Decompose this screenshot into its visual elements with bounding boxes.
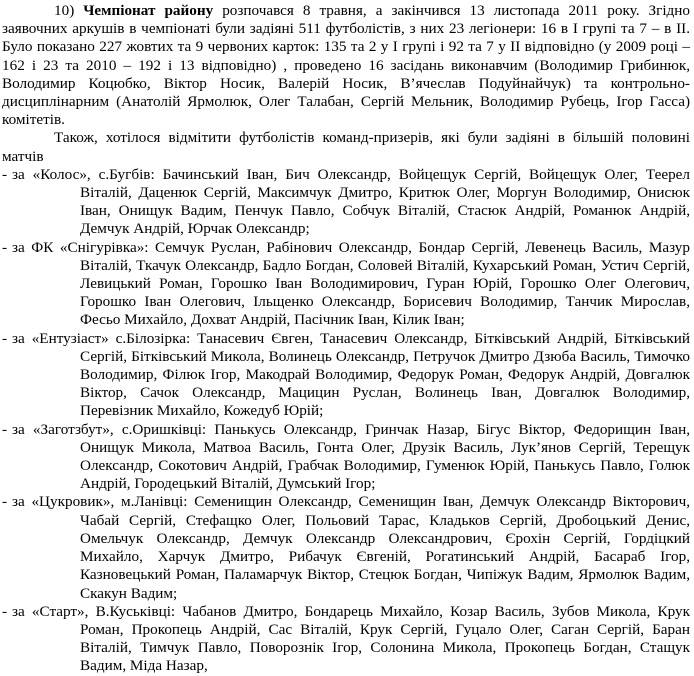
list-dash: - bbox=[2, 329, 8, 347]
team-entry-tsukrovyk bbox=[2, 493, 690, 602]
list-dash: - bbox=[2, 493, 8, 511]
document-page bbox=[2, 2, 690, 676]
team-entry-snihurivka bbox=[2, 239, 690, 330]
list-dash: - bbox=[2, 165, 8, 183]
intro-text: розпочався 8 травня, а закінчився 13 листопада 2011 року. Згідно заявочних аркушів в чемпіонаті були задіяні 511 футболістів, з них 23 легіонери: 16 в І групі та 7 – в ІІ. Було показано 227 жовтих та 9 червоних карток: 135 та 2 у І групі і 92 та 7 у ІІ відповідно (у 2009 році – 162 і 23 та 2010 – 192 і 13 відповідно) , проведено 16 засідань виконавчим (Володимир Грибинюк, Володимир Коцюбко, Віктор Носик, Валерій Носик, В’ячеслав Подуйнайчук) та контрольно-дисциплінарним (Анатолій Ярмолюк, Олег Талабан, Сергій Мельник, Володимир Рубець, Ігор Гасса) комітетів. bbox=[2, 2, 691, 129]
team-entry-text: за «Старт», В.Куськівці: Чабанов Дмитро, Бондарець Михайло, Козар Василь, Зубов Микола, Крук Роман, Прокопець Андрій, Сас Віталій, Крук Сергій, Гуцало Олег, Саган Сергій, Баран Віталій, Тимчук Павло, Поворознік Ігор, Солонина Микола, Прокопець Богдан, Стащук Вадим, Міда Назар, bbox=[12, 602, 690, 675]
team-entry-kolos bbox=[2, 166, 690, 239]
list-dash: - bbox=[2, 602, 8, 620]
team-entry-text: за «Цукровик», м.Ланівці: Семенищин Олександр, Семенищин Іван, Демчук Олександр Вікторович, Чабай Сергій, Стефащко Олег, Польовий Тарас, Кладьков Сергій, Дробоцький Денис, Омельчук Олександр, Демчук Олександр Олександрович, Єрохін Сергій, Гордіцкий Михайло, Харчук Дмитро, Рибачук Євгеній, Рогатинський Андрій, Басараб Ігор, Казновецький Роман, Паламарчук Віктор, Стецюк Богдан, Чипіжук Вадим, Ярмолюк Вадим, Скакун Вадим; bbox=[12, 493, 690, 602]
list-dash: - bbox=[2, 238, 8, 256]
team-entry-entuziast bbox=[2, 330, 690, 421]
team-entry-text: за ФК «Снігурівка»: Семчук Руслан, Рабінович Олександр, Бондар Сергій, Левенець Василь, Мазур Віталій, Ткачук Олександр, Бадло Богдан, Соловей Віталій, Кухарський Роман, Устич Сергій, Левицький Роман, Горошко Іван Володимирович, Гуран Юрій, Горошко Олег Олегович, Горошко Іван Олегович, Ільщенко Олександр, Борисевич Володимир, Танчик Мирослав, Фесьо Михайло, Дохват Андрій, Пасічник Іван, Кілик Іван; bbox=[12, 238, 690, 329]
intro-number: 10) bbox=[54, 2, 75, 19]
intro-title: Чемпіонат району bbox=[83, 2, 214, 19]
intro-paragraph bbox=[2, 2, 690, 129]
team-entry-zahotzbut bbox=[2, 421, 690, 494]
list-dash: - bbox=[2, 420, 8, 438]
team-entry-text: за «Ентузіаст» с.Білозірка: Танасевич Євген, Танасевич Олександр, Бітківський Андрій, Бітківський Сергій, Бітківський Микола, Волинець Олександр, Петручок Дмитро Дзюба Василь, Тимочко Володимир, Філюк Ігор, Макодрай Володимир, Федорук Роман, Федорук Андрій, Довгалюк Віктор, Сачок Олександр, Мацицин Руслан, Волинець Іван, Довгалюк Володимир, Перевізник Михайло, Кожедуб Юрій; bbox=[12, 329, 690, 420]
team-entry-start bbox=[2, 603, 690, 676]
second-paragraph: Також, хотілося відмітити футболістів команд-призерів, які були задіяні в більшій половині матчів bbox=[2, 129, 690, 165]
team-entry-text: за «Колос», с.Бугбів: Бачинський Іван, Бич Олександр, Войцещук Сергій, Войцещук Олег, Теерел Віталій, Даценюк Сергій, Максимчук Дмитро, Критюк Олег, Моргун Володимир, Онисюк Іван, Онищук Вадим, Пенчук Павло, Собчук Віталій, Стасюк Андрій, Романюк Андрій, Демчук Андрій, Юрчак Олександр; bbox=[12, 165, 690, 238]
team-entry-text: за «Заготзбут», с.Оришківці: Панькусь Олександр, Гринчак Назар, Бігус Віктор, Федорищин Іван, Онищук Микола, Матвоа Василь, Гонта Олег, Друзік Василь, Лук’янов Сергій, Терещук Олександр, Сокотович Андрій, Грабчак Володимир, Гуменюк Юрій, Панькусь Павло, Голюк Андрій, Городецький Віталій, Думський Ігор; bbox=[12, 420, 690, 493]
